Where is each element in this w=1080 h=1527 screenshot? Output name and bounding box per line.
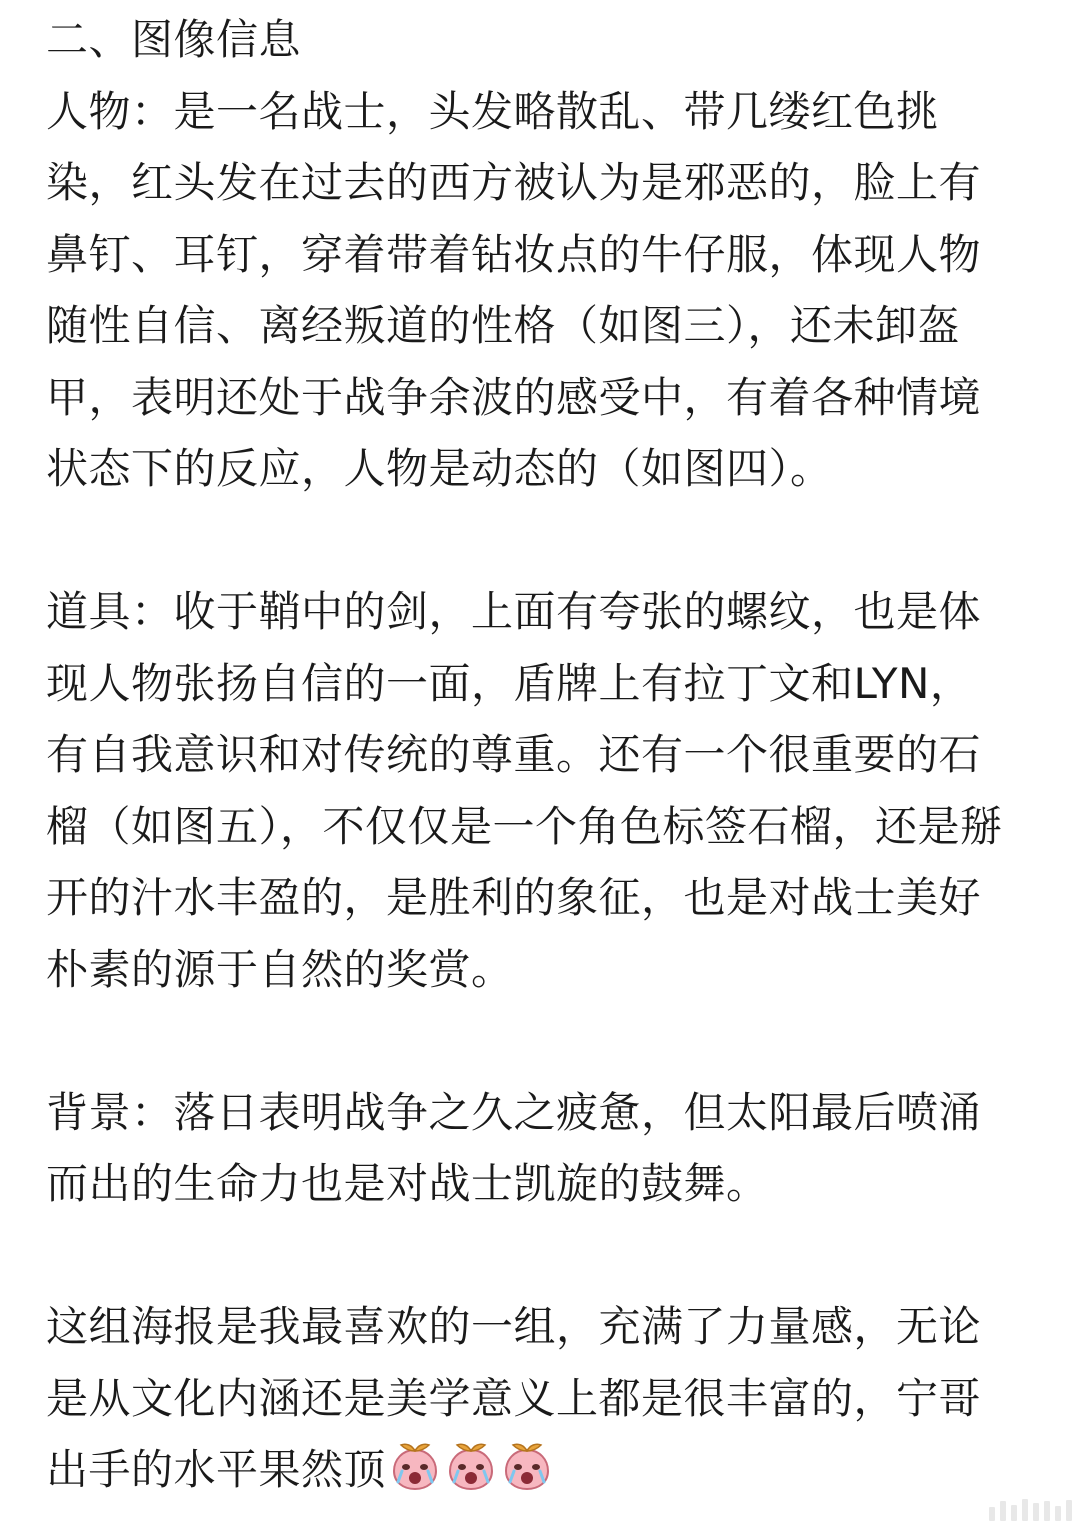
section-conclusion xyxy=(46,1291,1036,1506)
crying-peach-emoji-icon xyxy=(444,1438,498,1492)
paragraph-gap xyxy=(46,1005,1036,1077)
section-props xyxy=(46,576,1036,1005)
text-line: 染，红头发在过去的西方被认为是邪恶的，脸上有 xyxy=(46,158,982,207)
watermark-bar xyxy=(1011,1505,1017,1521)
text-line-content: 出手的水平果然顶 xyxy=(46,1445,387,1494)
text-line: 状态下的反应，人物是动态的（如图四）。 xyxy=(46,444,833,493)
text-line: 随性自信、离经叛道的性格（如图三），还未卸盔 xyxy=(46,301,961,350)
text-line: 鼻钉、耳钉，穿着带着钻妆点的牛仔服，体现人物 xyxy=(46,229,982,279)
watermark-bars xyxy=(989,1499,1072,1521)
watermark-bar xyxy=(989,1507,995,1521)
text-line: 这组海报是我最喜欢的一组，充满了力量感，无论 xyxy=(46,1302,982,1351)
crying-peach-emoji-icon xyxy=(500,1438,554,1492)
watermark-bar xyxy=(1000,1501,1006,1521)
watermark-bar xyxy=(1066,1500,1072,1521)
paragraph-gap xyxy=(46,1220,1036,1292)
text-line: 人物：是一名战士，头发略散乱、带几缕红色挑 xyxy=(46,86,939,136)
watermark-bar xyxy=(1044,1501,1050,1521)
text-line-with-emoji xyxy=(46,1434,1036,1506)
text-line: 背景：落日表明战争之久之疲惫，但太阳最后喷涌 xyxy=(46,1087,982,1137)
text-line: 而出的生命力也是对战士凯旋的鼓舞。 xyxy=(46,1159,769,1208)
document-body xyxy=(46,4,1036,1506)
emoji-row xyxy=(388,1438,554,1492)
watermark-bar xyxy=(1033,1503,1039,1521)
text-line: 榴（如图五），不仅仅是一个角色标签石榴，还是掰 xyxy=(46,801,1003,851)
text-line: 有自我意识和对传统的尊重。还有一个很重要的石 xyxy=(46,730,982,779)
paragraph-gap xyxy=(46,505,1036,577)
section-background xyxy=(46,1077,1036,1220)
text-line: 开的汁水丰盈的，是胜利的象征，也是对战士美好 xyxy=(46,873,982,922)
text-line: 是从文化内涵还是美学意义上都是很丰富的，宁哥 xyxy=(46,1373,982,1423)
watermark-bar xyxy=(1022,1499,1028,1521)
text-line: 现人物张扬自信的一面，盾牌上有拉丁文和LYN， xyxy=(46,658,973,708)
text-line: 甲，表明还处于战争余波的感受中，有着各种情境 xyxy=(46,372,982,422)
watermark-bar xyxy=(1055,1506,1061,1521)
text-line: 道具：收于鞘中的剑，上面有夸张的螺纹，也是体 xyxy=(46,587,982,636)
crying-peach-emoji-icon xyxy=(388,1438,442,1492)
section-heading: 二、图像信息 xyxy=(46,15,302,64)
text-line: 朴素的源于自然的奖赏。 xyxy=(46,944,514,994)
section-person xyxy=(46,76,1036,505)
